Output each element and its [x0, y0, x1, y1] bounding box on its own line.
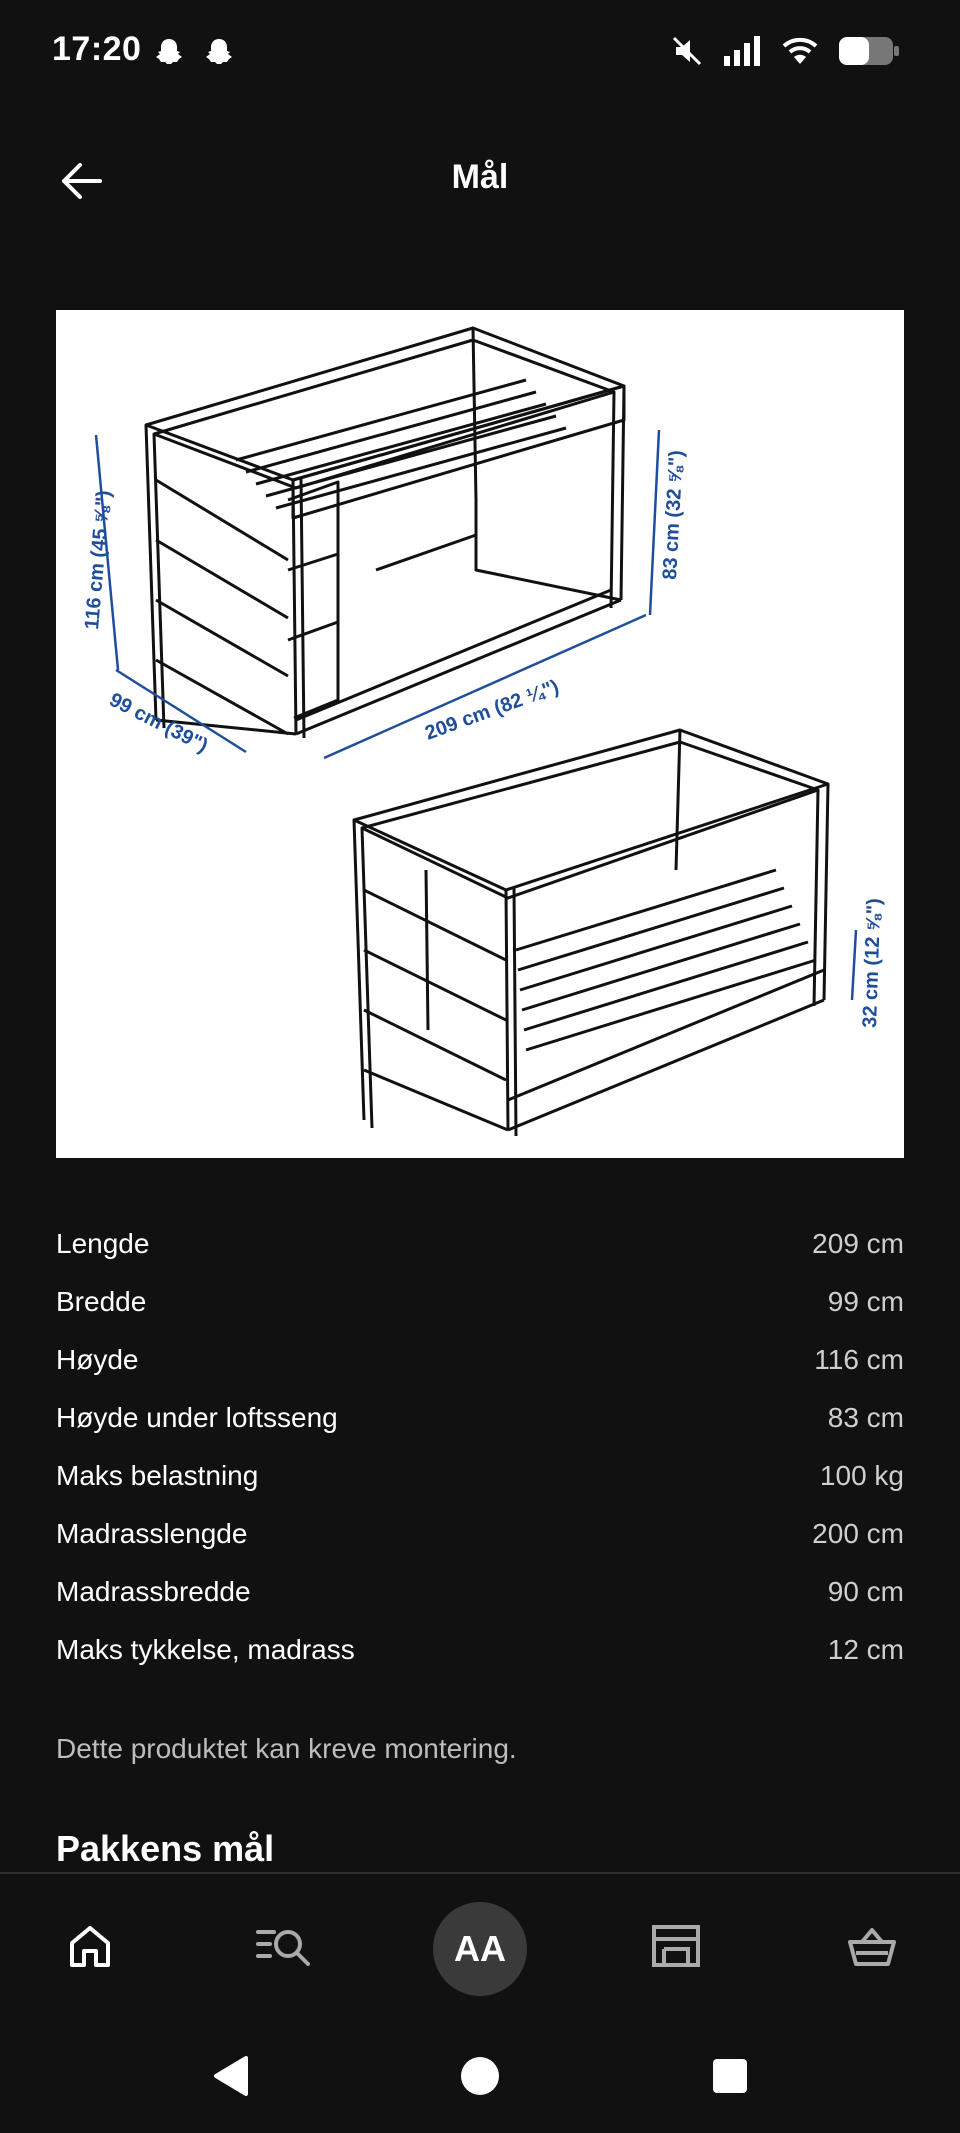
dimension-drawing	[56, 310, 904, 1158]
system-recents-button[interactable]	[700, 2046, 760, 2106]
spec-value: 90 cm	[827, 1576, 904, 1607]
bunk-bed-illustration	[56, 310, 904, 1158]
spec-value: 116 cm	[814, 1344, 904, 1375]
spec-label: Bredde	[56, 1286, 147, 1317]
spec-label: Lengde	[56, 1228, 150, 1259]
spec-value: 83 cm	[827, 1402, 904, 1433]
spec-label: Madrasslengde	[56, 1518, 248, 1549]
snapchat-icon	[152, 36, 186, 70]
spec-label: Maks tykkelse, madrass	[56, 1634, 355, 1665]
status-bar	[0, 0, 960, 104]
dimension-spec-list	[56, 1215, 904, 1679]
search-icon	[256, 1924, 312, 1968]
spec-label: Maks belastning	[56, 1460, 259, 1491]
status-icons	[670, 34, 900, 68]
battery-icon	[838, 35, 900, 67]
spec-value: 100 kg	[819, 1460, 904, 1491]
dim-height-label: 116 cm (45 ⅝")	[81, 489, 116, 631]
home-icon	[66, 1923, 114, 1969]
spec-label: Høyde under loftsseng	[56, 1402, 338, 1433]
page-title: Mål	[451, 158, 509, 196]
package-dimensions-heading: Pakkens mål	[56, 1828, 275, 1869]
nav-search[interactable]	[234, 1896, 334, 1996]
dim-under-loft-label: 83 cm (32 ⅝")	[659, 449, 688, 581]
assembly-note: Dette produktet kan kreve montering.	[56, 1733, 517, 1764]
spec-value: 12 cm	[827, 1634, 904, 1665]
mute-icon	[670, 34, 704, 68]
dim-width-label: 99 cm (39")	[105, 688, 212, 758]
signal-icon	[722, 34, 762, 68]
wifi-icon	[780, 34, 820, 68]
spec-row	[56, 1505, 904, 1563]
system-navigation	[0, 2020, 960, 2133]
dim-length-label: 209 cm (82 ¼")	[422, 675, 562, 745]
nav-text-size[interactable]: AA	[433, 1902, 527, 1996]
nav-cart[interactable]	[822, 1896, 922, 1996]
app-header	[0, 140, 960, 220]
square-recents-icon	[710, 2056, 750, 2096]
spec-value: 99 cm	[827, 1286, 904, 1317]
status-time: 17:20	[52, 30, 142, 68]
nav-stores[interactable]	[626, 1896, 726, 1996]
snapchat-icon	[202, 36, 236, 70]
spec-row	[56, 1389, 904, 1447]
spec-row	[56, 1621, 904, 1679]
triangle-back-icon	[210, 2054, 250, 2098]
spec-row	[56, 1563, 904, 1621]
nav-home[interactable]	[40, 1896, 140, 1996]
circle-home-icon	[458, 2054, 502, 2098]
spec-label: Høyde	[56, 1344, 139, 1375]
store-icon	[650, 1923, 702, 1969]
spec-value: 209 cm	[812, 1228, 904, 1259]
dim-bed-height-label: 32 cm (12 ⅝")	[859, 897, 886, 1029]
system-back-button[interactable]	[200, 2046, 260, 2106]
bottom-navigation	[0, 1872, 960, 2022]
spec-value: 200 cm	[812, 1518, 904, 1549]
spec-row	[56, 1215, 904, 1273]
basket-icon	[846, 1924, 898, 1968]
spec-label: Madrassbredde	[56, 1576, 251, 1607]
spec-row	[56, 1447, 904, 1505]
spec-row	[56, 1273, 904, 1331]
system-home-button[interactable]	[450, 2046, 510, 2106]
spec-row	[56, 1331, 904, 1389]
